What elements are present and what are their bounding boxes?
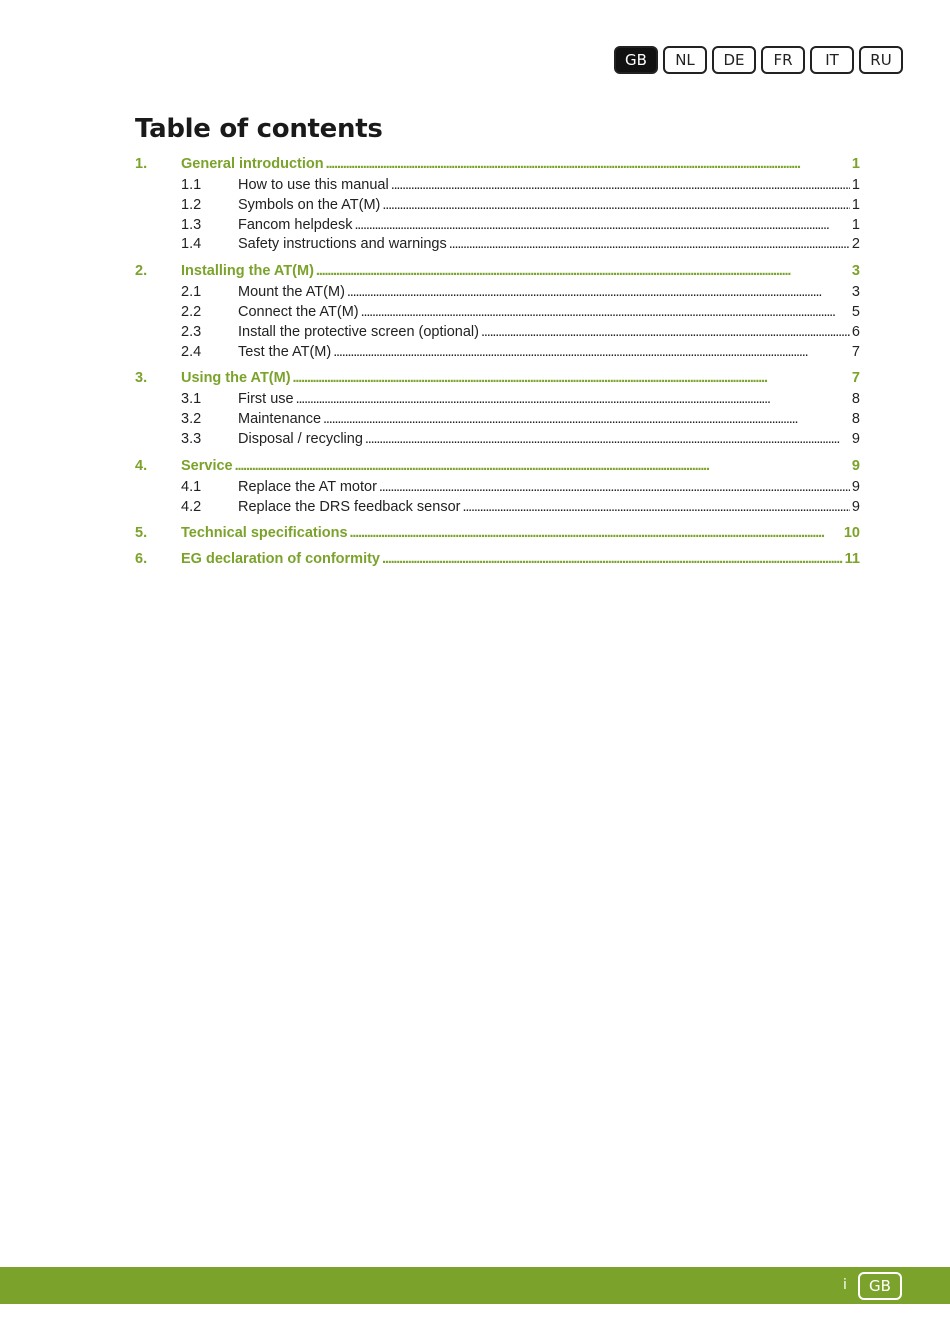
toc-entry-title: Safety instructions and warnings: [238, 236, 447, 253]
dot-leader: [481, 323, 850, 343]
toc-entry-title: Replace the AT motor: [238, 478, 377, 495]
toc-entry-page: 11: [844, 551, 860, 568]
toc-entry-page: 1: [851, 156, 860, 172]
toc-entry-title: Service: [181, 457, 233, 474]
toc-entry-title: Maintenance: [238, 411, 322, 428]
footer-page-number: i: [843, 1277, 847, 1293]
toc-section[interactable]: [135, 430, 860, 450]
dot-leader: [391, 176, 850, 196]
dot-leader: [354, 216, 849, 236]
toc-entry-page: 9: [851, 498, 860, 515]
dot-leader: [293, 368, 850, 388]
toc-entry-page: 9: [851, 478, 860, 495]
toc-entry-page: 9: [851, 457, 860, 474]
toc-entry-title: Fancom helpdesk: [238, 216, 353, 233]
toc-entry-title: Installing the AT(M): [181, 263, 314, 280]
toc-section[interactable]: [135, 196, 860, 216]
language-tab-ru[interactable]: RU: [859, 46, 903, 74]
toc-entry-page: 9: [851, 430, 860, 447]
footer-bar: [0, 1267, 950, 1304]
toc-entry-number: 2.: [135, 263, 148, 280]
toc-entry-title: Mount the AT(M): [238, 284, 345, 301]
dot-leader: [323, 410, 850, 430]
toc-entry-page: 3: [851, 263, 860, 280]
toc-entry-number: 2.4: [181, 343, 202, 360]
toc-section[interactable]: [135, 176, 860, 196]
toc-entry-number: 2.2: [181, 303, 202, 320]
language-tab-fr[interactable]: FR: [761, 46, 805, 74]
table-of-contents: [135, 154, 860, 571]
toc-chapter[interactable]: [135, 549, 860, 569]
toc-section[interactable]: [135, 303, 860, 323]
toc-entry-number: 1.1: [181, 177, 202, 193]
toc-entry-title: First use: [238, 391, 294, 408]
language-tab-nl[interactable]: NL: [663, 46, 707, 74]
toc-entry-number: 3.2: [181, 411, 202, 428]
toc-entry-number: 2.1: [181, 284, 202, 301]
toc-entry-number: 2.3: [181, 323, 202, 340]
dot-leader: [350, 523, 842, 543]
toc-entry-page: 5: [851, 303, 860, 320]
toc-entry-page: 2: [851, 236, 860, 253]
toc-chapter[interactable]: [135, 368, 860, 388]
toc-entry-page: 10: [843, 525, 860, 542]
toc-entry-title: Test the AT(M): [238, 343, 332, 360]
toc-entry-number: 4.2: [181, 498, 202, 515]
toc-entry-number: 1.4: [181, 236, 202, 253]
language-tab-gb[interactable]: GB: [614, 46, 658, 74]
toc-entry-page: 7: [851, 343, 860, 360]
toc-entry-title: Disposal / recycling: [238, 430, 363, 447]
dot-leader: [379, 478, 850, 498]
language-tab-it[interactable]: IT: [810, 46, 854, 74]
language-tabs: [614, 46, 908, 74]
toc-entry-number: 5.: [135, 525, 148, 542]
toc-entry-number: 1.: [135, 156, 148, 172]
toc-entry-number: 1.2: [181, 196, 202, 213]
dot-leader: [296, 390, 850, 410]
toc-entry-title: General introduction: [181, 156, 324, 172]
toc-entry-page: 7: [851, 370, 860, 387]
toc-entry-page: 8: [851, 411, 860, 428]
toc-section[interactable]: [135, 235, 860, 255]
toc-entry-number: 3.: [135, 370, 148, 387]
toc-section[interactable]: [135, 390, 860, 410]
toc-entry-page: 1: [851, 177, 860, 193]
toc-entry-title: Technical specifications: [181, 525, 348, 542]
toc-chapter[interactable]: [135, 154, 860, 174]
dot-leader: [449, 235, 850, 255]
toc-entry-page: 1: [851, 216, 860, 233]
toc-entry-page: 6: [851, 323, 860, 340]
toc-section[interactable]: [135, 323, 860, 343]
toc-section[interactable]: [135, 283, 860, 303]
dot-leader: [462, 498, 849, 518]
dot-leader: [365, 430, 850, 450]
language-tab-de[interactable]: DE: [712, 46, 756, 74]
dot-leader: [382, 196, 850, 216]
toc-entry-page: 1: [851, 196, 860, 213]
toc-entry-title: Connect the AT(M): [238, 303, 359, 320]
footer-language-badge: GB: [858, 1272, 902, 1300]
toc-entry-number: 3.3: [181, 430, 202, 447]
toc-entry-title: Install the protective screen (optional): [238, 323, 479, 340]
dot-leader: [361, 303, 850, 323]
dot-leader: [382, 549, 843, 569]
toc-entry-title: Replace the DRS feedback sensor: [238, 498, 461, 515]
toc-section[interactable]: [135, 410, 860, 430]
toc-entry-page: 3: [851, 284, 860, 301]
toc-chapter[interactable]: [135, 456, 860, 476]
toc-section[interactable]: [135, 478, 860, 498]
toc-entry-title: Symbols on the AT(M): [238, 196, 381, 213]
toc-section[interactable]: [135, 343, 860, 363]
toc-entry-number: 3.1: [181, 391, 202, 408]
toc-entry-number: 1.3: [181, 216, 202, 233]
dot-leader: [316, 261, 850, 281]
dot-leader: [347, 283, 850, 303]
toc-entry-title: How to use this manual: [238, 177, 389, 193]
dot-leader: [235, 456, 850, 476]
toc-entry-page: 8: [851, 391, 860, 408]
toc-section[interactable]: [135, 216, 860, 236]
toc-entry-number: 6.: [135, 551, 148, 568]
dot-leader: [326, 154, 850, 174]
toc-chapter[interactable]: [135, 261, 860, 281]
toc-entry-title: Using the AT(M): [181, 370, 291, 387]
toc-entry-number: 4.1: [181, 478, 202, 495]
toc-entry-title: EG declaration of conformity: [181, 551, 380, 568]
toc-section[interactable]: [135, 498, 860, 518]
page-title: Table of contents: [135, 114, 383, 144]
toc-chapter[interactable]: [135, 523, 860, 543]
dot-leader: [333, 343, 850, 363]
toc-entry-number: 4.: [135, 457, 148, 474]
